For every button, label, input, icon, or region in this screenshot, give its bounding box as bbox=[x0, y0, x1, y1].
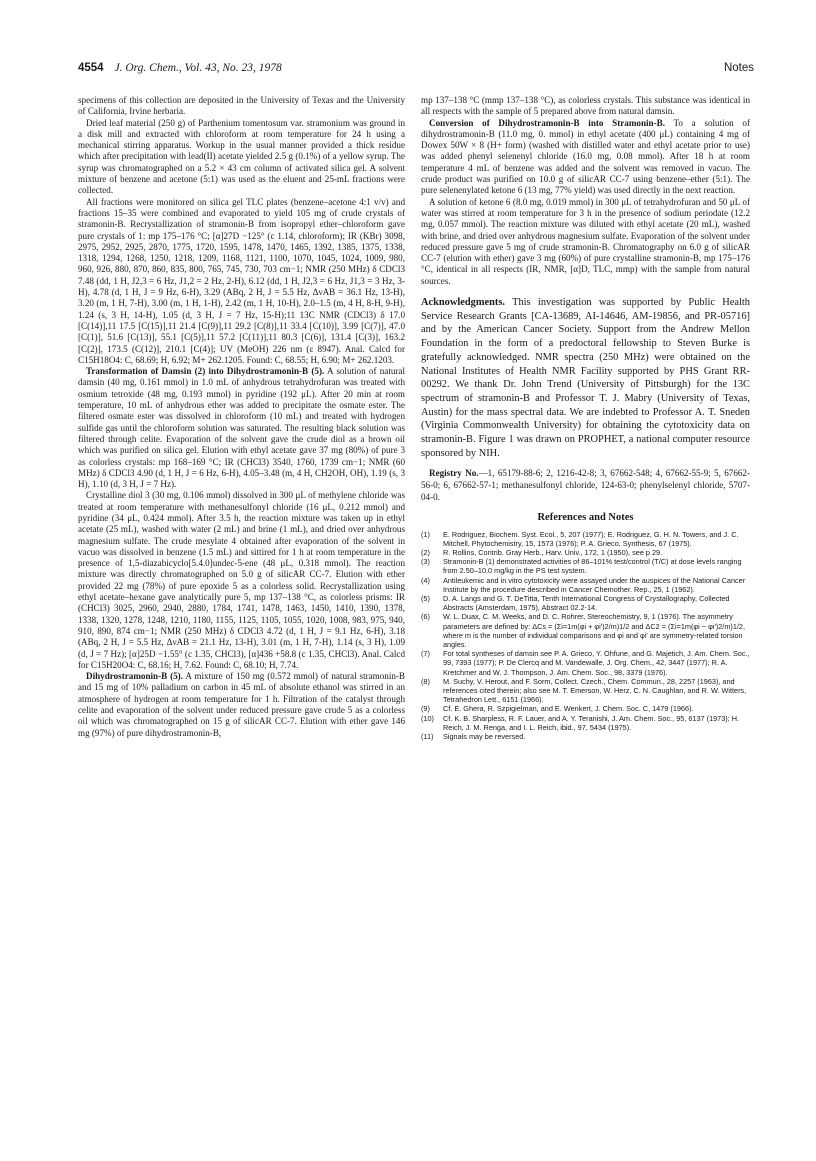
acknowledgments-text: This investigation was supported by Public Health Service Research Grants [CA-13689, AI-14646, AM-19856, and PR-05716] and by the American Cancer Society. Support from the Andrew Mellon Foundation in the form of a predoctoral fellowship to Steven Burke is gratefully acknowledged. NMR spectra (250 MHz) were obtained on the National Institutes of Health NMR Facility supported by PHS Grant RR-00292. We thank Dr. John Trend (University of Pittsburgh) for the 13C spectrum of stramonin-B and Professor T. J. Mabry (University of Texas, Austin) for the mass spectral data. We are indebted to Professor A. T. Sneden (Virginia Commonwealth University) for obtaining the cytotoxicity data on stramonin-B. Figure 1 was drawn on PROPHET, a national computer resource sponsored by NIH. bbox=[421, 297, 750, 459]
journal-citation: J. Org. Chem., Vol. 43, No. 23, 1978 bbox=[114, 62, 282, 74]
paragraph-text: Dried leaf material (250 g) of Parthenium tomentosum var. stramonium was ground in a disk mill and extracted with chloroform at room temperature for 24 h using a mechanical stirring apparatus. Workup in the usual manner provided a thick residue which after precipitation with lead(II) acetate yielded 2.5 g (0.1%) of a yellow syrup. The syrup was chromatographed on a 5.2 × 43 cm column of activated silica gel. A solvent mixture of benzene and acetone (5:1) was used as the eluent and 25-mL fractions were collected. bbox=[78, 117, 405, 196]
page-header bbox=[78, 62, 754, 78]
section-label: Notes bbox=[723, 62, 754, 74]
paragraph bbox=[78, 366, 405, 490]
reference-text: Antileukemic and in vitro cytotoxicity were assayed under the auspices of the National Cancer Institute by the procedure described in Cancer Chemother. Rep., 25, 1 (1962). bbox=[443, 575, 746, 594]
paragraph-heading: Conversion of Dihydrostramonin-B into Stramonin-B. bbox=[429, 117, 665, 128]
registry-paragraph bbox=[421, 468, 750, 503]
right-column-paragraphs bbox=[421, 95, 750, 287]
reference-item bbox=[421, 557, 750, 575]
reference-item bbox=[421, 704, 750, 713]
registry-text: —1, 65179-88-6; 2, 1216-42-8; 3, 67662-548; 4, 67662-55-9; 5, 67662-56-0; 6, 67662-57-1; methanesulfonyl chloride, 124-63-0; phenylselenyl chloride, 5707-04-0. bbox=[421, 468, 750, 502]
reference-item bbox=[421, 594, 750, 612]
reference-text: W. L. Duax, C. M. Weeks, and D. C. Rohrer, Stereochemistry, 9, 1 (1976). The asymmetry parameters are defined by: ΔCs = (Σi=1m(φi + φi′)2/m)1/2 and ΔC2 = (Σi=1m(φi − φi′)2/m)1/2, where m is the number of individual comparisons and φi and φi′ are symmetry-related torsion angles. bbox=[443, 612, 746, 649]
right-column bbox=[421, 95, 750, 741]
reference-number: (10) bbox=[421, 713, 434, 723]
reference-item bbox=[421, 548, 750, 557]
paragraph bbox=[78, 490, 405, 671]
reference-item bbox=[421, 530, 750, 548]
paragraph-text: Crystalline diol 3 (30 mg, 0.106 mmol) dissolved in 300 μL of methylene chloride was treated at room temperature with methanesulfonyl chloride (16 μL, 0.212 mmol) and pyridine (34 μL, 0.424 mmol). After 3.5 h, the reaction mixture was taken up in ethyl acetate (25 mL), washed with water (2 mL) and brine (1 mL), and dried over anhydrous magnesium sulfate. The crude mesylate 4 obtained after evaporation of the solvent in vacuo was dissolved in benzene (1.5 mL) and sittired for 1 h at room temperature in the presence of 1,5-diazabicyclo[5.4.0]undec-5-ene (48 μL, 0.318 mmol). The reaction mixture was directly chromatographed on 5.0 g of silicAR CC-7. Elution with ether provided 22 mg (78%) of pure epoxide 5 as a colorless solid. Recrystallization using ethyl acetate–hexane gave analytically pure 5, mp 137–138 °C, as colorless prisms: IR (CHCl3) 3025, 2960, 2940, 2880, 1784, 1741, 1478, 1463, 1450, 1410, 1390, 1378, 1338, 1320, 1278, 1248, 1210, 1180, 1155, 1125, 1105, 1055, 1020, 1008, 983, 975, 940, 910, 890, 874 cm−1; NMR (250 MHz) δ CDCl3 4.72 (d, 1 H, J = 9.1 Hz, 6-H), 3.18 (ABq, 2 H, J = 5.5 Hz, ΔνAB = 21.1 Hz, 13-H), 3.01 (m, 1 H, 7-H), 1.14 (s, 3 H), 1.09 (d, J = 7 Hz); [α]25D −1.55° (c 1.35, CHCl3), [α]436 +58.8 (c 1.35, CHCl3). Anal. Calcd for C15H20O4: C, 68.16; H, 7.62. Found: C, 68.10; H, 7.74. bbox=[78, 490, 405, 670]
reference-text: Signals may be reversed. bbox=[443, 732, 526, 742]
reference-number: (8) bbox=[421, 676, 430, 686]
paragraph-text: A solution of ketone 6 (8.0 mg, 0.019 mmol) in 300 μL of tetrahydrofuran and 50 μL of water was stirred at room temperature for 3 h in the presence of sodium periodate (12.2 mg, 0.057 mmol). The reaction mixture was diluted with ethyl acetate (20 mL), washed with brine, and dried over anhydrous magnesium sulfate. Evaporation of the solvent under reduced pressure gave 5 mg of crude stramonin-B. Chromatography on 6.0 g of silicAR CC-7 (elution with ether) gave 3 mg (60%) of pure crystalline stramonin-B, mp 175–176 °C, identical in all respects (IR, NMR, [α]D, TLC, mmp) with the sample from natural sources. bbox=[421, 196, 750, 286]
reference-number: (4) bbox=[421, 575, 430, 585]
reference-item bbox=[421, 732, 750, 741]
reference-text: D. A. Langs and G. T. DeTitta, Tenth International Congress of Crystallography, Collected Abstracts (Amsterdam, 1975), Abstract 02.2-14. bbox=[443, 593, 730, 613]
reference-item bbox=[421, 612, 750, 649]
reference-item bbox=[421, 576, 750, 594]
paragraph bbox=[78, 671, 405, 739]
paragraph bbox=[78, 197, 405, 366]
acknowledgments-heading: Acknowledgments. bbox=[421, 297, 505, 309]
paragraph-text: All fractions were monitored on silica gel TLC plates (benzene–acetone 4:1 v/v) and fractions 15–35 were combined and evaporated to yield 105 mg of crude crystals of stramonin-B. Recrystallization of stramonin-B from isopropyl ether–chloroform gave pure crystals of 1: mp 175–176 °C; [α]27D −125° (c 1.14, chloroform); IR (KBr) 3098, 2975, 2952, 2925, 2870, 1775, 1720, 1595, 1478, 1470, 1465, 1392, 1385, 1375, 1338, 1318, 1294, 1268, 1250, 1218, 1209, 1168, 1121, 1100, 1070, 1045, 1024, 1009, 980, 960, 926, 880, 870, 860, 835, 800, 765, 745, 730, 703 cm−1; NMR (250 MHz) δ CDCl3 7.48 (dd, 1 H, J2,3 = 6 Hz, J1,2 = 2 Hz, 2-H), 6.12 (dd, 1 H, J2,3 = 6 Hz, J1,3 = 3 Hz, 3-H), 4.78 (d, 1 H, J = 9 Hz, 6-H), 3.29 (ABq, 2 H, J = 5.5 Hz, ΔνAB = 36.1 Hz, 13-H), 3.20 (m, 1 H, 7-H), 3.00 (m, 1 H, 1-H), 2.42 (m, 1 H, 10-H), 2.0–1.5 (m, 4 H, 8-H, 9-H), 1.24 (s, 3 H, 14-H), 1.05 (d, 3 H, J = 7 Hz, 15-H);11 13C NMR (CDCl3) δ 17.0 [C(14)],11 17.5 [C(15)],11 21.4 [C(9)],11 29.2 [C(8)],11 33.4 [C(10)], 3.99 [C(7)], 47.0 [C(1)], 51.6 [C(13)], 55.1 [C(5)],11 57.2 [C(11)],11 80.3 [C(6)], 131.4 [C(3)], 163.2 [C(2)], 173.5 (C(12)], 210.1 [C(4)]; UV (MeOH) 226 nm (ε 8947). Anal. Calcd for C15H18O4: C, 68.69; H, 6.92; M+ 262.1205. Found: C, 68.55; H, 6.90; M+ 262.1203. bbox=[78, 196, 405, 365]
registry-heading: Registry No. bbox=[429, 468, 479, 479]
paragraph-heading: Dihydrostramonin-B (5). bbox=[86, 671, 183, 682]
reference-number: (2) bbox=[421, 547, 430, 557]
paragraph-text: mp 137–138 °C (mmp 137–138 °C), as colorless crystals. This substance was identical in all respects with the sample of 5 prepared above from natural damsin. bbox=[421, 95, 750, 117]
paragraph bbox=[421, 118, 750, 197]
paragraph bbox=[421, 197, 750, 287]
reference-text: Stramonin-B (1) demonstrated activities of 86–101% test/control (T/C) at dose levels ranging from 2.50–10.0 mg/kg in the PS test system. bbox=[443, 557, 742, 576]
paragraph bbox=[78, 95, 405, 118]
left-column bbox=[78, 95, 405, 739]
paragraph-heading: Transformation of Damsin (2) into Dihydrostramonin-B (5). bbox=[86, 366, 325, 377]
reference-text: Cf. E. Ghera, R. Szpigielman, and E. Wenkert, J. Chem. Soc. C, 1479 (1966). bbox=[443, 704, 694, 714]
paragraph-text: A mixture of 150 mg (0.572 mmol) of natural stramonin-B and 15 mg of 10% palladium on carbon in 45 mL of absolute ethanol was stirred in an atmosphere of hydrogen at room temperature for 1 h. Filtration of the catalyst through celite and evaporation of the solvent under reduced pressure gave crude 5 as a colorless oil which was chromatographed on 15 g of silicAR CC-7. Elution with ether gave 146 mg (97%) of pure dihydrostramonin-B, bbox=[78, 671, 405, 738]
paragraph-text: specimens of this collection are deposited in the University of Texas and the University of California, Irvine herbaria. bbox=[78, 95, 405, 117]
paragraph bbox=[78, 118, 405, 197]
reference-number: (6) bbox=[421, 612, 430, 622]
references-list bbox=[421, 530, 750, 742]
reference-text: M. Suchy, V. Herout, and F. Sorm, Collect. Czech., Chem. Commun., 28, 2257 (1963), and references cited therein; also see M. T. Emerson, W. Herz, C. N. Caughlan, and R. W. Witters, Tetrahedron Lett., 6151 (1966). bbox=[443, 676, 747, 705]
reference-text: R. Rollins, Contrib. Gray Herb., Harv. Univ., 172, 1 (1950), see p 29. bbox=[443, 547, 663, 557]
reference-item bbox=[421, 649, 750, 677]
reference-item bbox=[421, 714, 750, 732]
paragraph-text: To a solution of dihydrostramonin-B (11.0 mg, 0. mmol) in ethyl acetate (400 μL) containing 4 mg of Dowex 50W × 8 (H+ form) (washed with distilled water and ethyl acetate prior to use) was added phenyl selenenyl chloride (16.0 mg, 0.08 mmol). After 18 h at room temperature 4 mL of benzene was added and the solvent was removed in vacuo. The crude product was purified on 10.0 g of silicAR CC-7 using benzene–ether (5:1). The pure selenenylated ketone 6 (13 mg, 77% yield) was used directly in the next reaction. bbox=[421, 117, 750, 196]
reference-text: E. Rodriguez, Biochem. Syst. Ecol., 5, 207 (1977); E. Rodriguez, G. H. N. Towers, and J. C. Mitchell, Phytochemistry, 15, 1573 (1976); P. A. Grieco, Synthesis, 67 (1975). bbox=[443, 529, 739, 548]
reference-number: (9) bbox=[421, 704, 430, 714]
page-number: 4554 bbox=[78, 62, 104, 74]
reference-text: For total syntheses of damsin see P. A. Grieco, Y. Ohfune, and G. Majetich, J. Am. Chem. Soc., 99, 7393 (1977); P. De Clercq and M. Vandewalle, J. Org. Chem., 42, 3447 (1977); R. A. Kretchmer and W. J. Thompson, J. Am. Chem. Soc., 98, 3379 (1976). bbox=[443, 649, 750, 677]
reference-number: (7) bbox=[421, 649, 430, 659]
paragraph bbox=[421, 95, 750, 118]
header-left bbox=[78, 62, 282, 74]
paragraph-text: A solution of natural damsin (40 mg, 0.161 mmol) in 1.0 mL of anhydrous tetrahydrofuran was treated with osmium tetroxide (48 mg, 0.193 mmol) in pyridine (192 μL). After 20 min at room temperature, 10 mL of anhydrous ether was added to precipitate the osmate ester. The filtered osmate ester was dissolved in chloroform (10 mL) and treated with hydrogen sulfide gas until the chloroform solution was saturated. The resulting black solution was filtered through celite. Evaporation of the solvent gave the crude diol as a brown oil which was purified on silica gel. Elution with ethyl acetate gave 37 mg (80%) of pure 3 as colorless crystals: mp 168–169 °C; IR (CHCl3) 3540, 1760, 1739 cm−1; NMR (60 MHz) δ CDCl3 4.90 (d, 1 H, J = 6 Hz, 6-H), 4.05–3.48 (m, 4 H, CH2OH, OH), 1.19 (s, 3 H), 1.10 (d, 3 H, J = 7 Hz). bbox=[78, 366, 405, 490]
reference-number: (1) bbox=[421, 529, 430, 539]
reference-number: (11) bbox=[421, 732, 434, 742]
reference-number: (3) bbox=[421, 557, 430, 567]
references-title: References and Notes bbox=[537, 512, 634, 524]
reference-number: (5) bbox=[421, 593, 430, 603]
reference-text: Cf. K. B. Sharpless, R. F. Lauer, and A. Y. Teranishi, J. Am. Chem. Soc., 95, 6137 (1973); H. Reich, J. M. Renga, and I. L. Reich, ibid., 97, 5434 (1975). bbox=[443, 713, 740, 732]
acknowledgments-paragraph bbox=[421, 296, 750, 460]
reference-item bbox=[421, 677, 750, 705]
